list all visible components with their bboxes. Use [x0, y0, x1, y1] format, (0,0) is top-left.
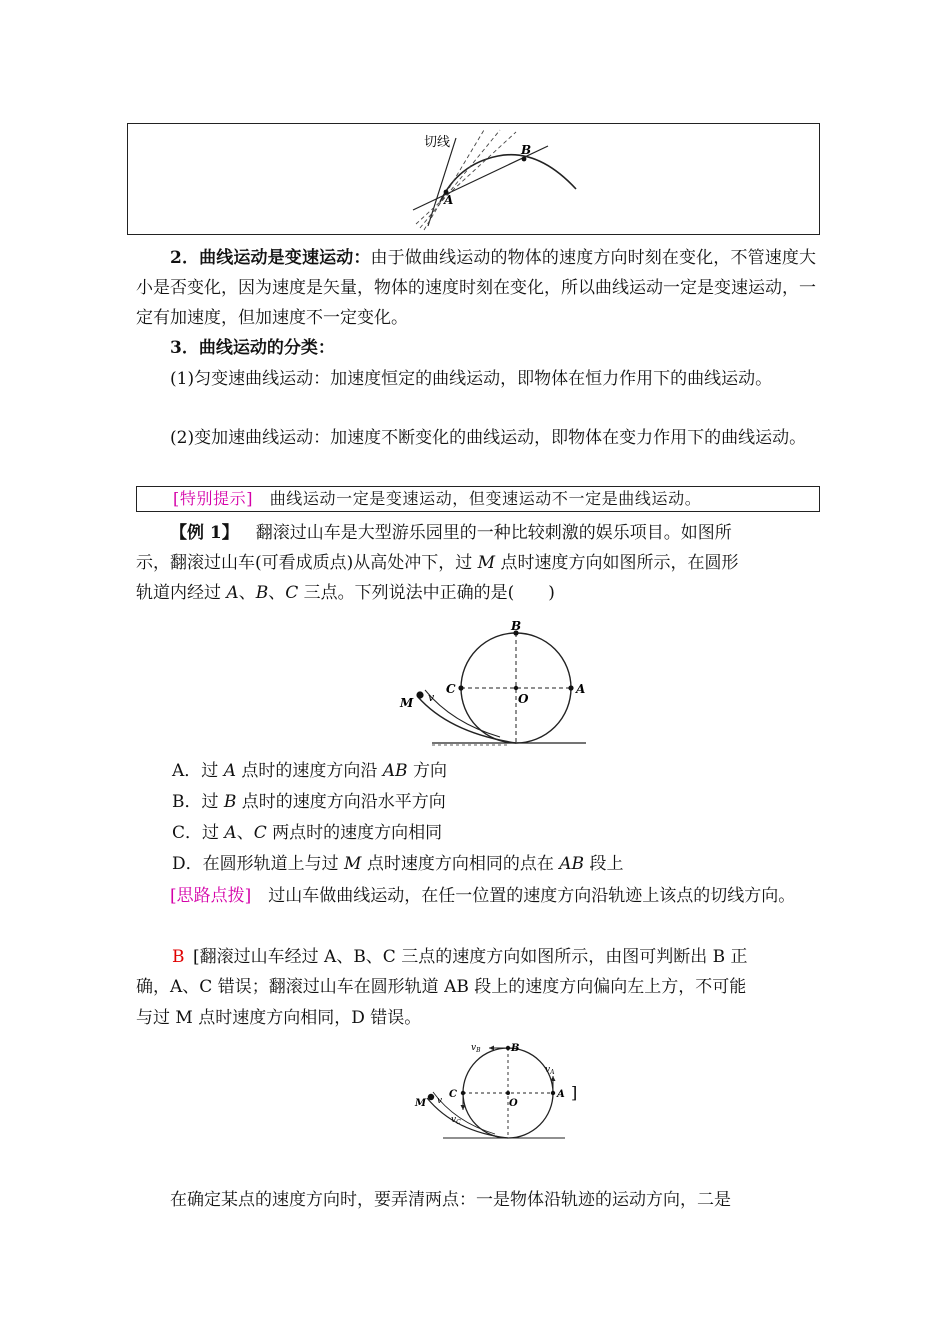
answer-close-bracket: ]	[571, 1083, 578, 1102]
hint-text: 过山车做曲线运动，在任一位置的速度方向沿轨迹上该点的切线方向。	[268, 886, 796, 906]
answer-line-3: 与过 M 点时速度方向相同，D 错误。	[136, 1008, 422, 1028]
label-b: B	[521, 143, 532, 157]
cart-m	[416, 691, 423, 698]
section-2-heading: 2．曲线运动是变速运动：	[170, 248, 371, 268]
section-3-item-2: (2)变加速曲线运动：加速度不断变化的曲线运动，即物体在变力作用下的曲线运动。	[170, 428, 807, 448]
example-line-1-text: 翻滚过山车是大型游乐园里的一种比较刺激的娱乐项目。如图所	[255, 523, 732, 543]
special-tip-text: 曲线运动一定是变速运动，但变速运动不一定是曲线运动。	[269, 489, 702, 508]
point-o	[506, 1091, 510, 1095]
special-tip-box	[136, 486, 820, 512]
example-line-2: 示，翻滚过山车(可看成质点)从高处冲下，过 M 点时速度方向如图所示，在圆形	[136, 553, 739, 573]
label-vc: $v_C$	[451, 1115, 461, 1126]
label-b: B	[511, 1043, 520, 1054]
label-c: C	[449, 1089, 457, 1100]
label-vb: $v_B$	[471, 1043, 481, 1054]
tangent-diagram	[128, 124, 821, 236]
hint-paragraph	[136, 881, 816, 911]
hint-label: [思路点拨]	[170, 886, 252, 906]
label-b: B	[511, 619, 522, 633]
answer-line-2: 确，A、C 错误；翻滚过山车在圆形轨道 AB 段上的速度方向偏向左上方，不可能	[136, 977, 747, 997]
example-line-1	[170, 518, 816, 548]
loop-diagram	[390, 615, 600, 750]
label-m: M	[400, 696, 414, 710]
section-2-paragraph	[136, 243, 816, 333]
tangent-figure-box	[127, 123, 820, 235]
point-a	[568, 685, 573, 690]
label-m: M	[415, 1098, 427, 1109]
special-tip-label: [特别提示]	[173, 489, 254, 508]
point-c	[458, 685, 463, 690]
option-b[interactable]: B．过 B 点时的速度方向沿水平方向	[172, 792, 446, 812]
answer-letter: B	[172, 947, 185, 967]
option-a[interactable]: A．过 A 点时的速度方向沿 AB 方向	[172, 761, 447, 781]
velocity-b-arrowhead	[489, 1046, 494, 1051]
label-a: A	[557, 1089, 565, 1100]
closing-line: 在确定某点的速度方向时，要弄清两点：一是物体沿轨迹的运动方向，二是	[170, 1190, 731, 1210]
point-b-dot	[522, 157, 527, 162]
velocity-loop-diagram	[405, 1040, 595, 1145]
point-o	[514, 686, 518, 690]
point-b	[506, 1046, 510, 1050]
label-v: v	[428, 691, 435, 704]
label-va: $v_A$	[545, 1065, 555, 1076]
label-o: O	[518, 692, 529, 706]
section-3-item-1: (1)匀变速曲线运动：加速度恒定的曲线运动，即物体在恒力作用下的曲线运动。	[170, 369, 773, 389]
point-c	[461, 1091, 465, 1095]
section-3-heading-line	[136, 333, 816, 363]
cart-m	[428, 1094, 434, 1100]
section-3-heading: 3．曲线运动的分类：	[170, 338, 335, 358]
option-c[interactable]: C．过 A、C 两点时的速度方向相同	[172, 823, 443, 843]
answer-line-1: B [翻滚过山车经过 A、B、C 三点的速度方向如图所示，由图可判断出 B 正	[172, 947, 748, 967]
label-v: v	[437, 1096, 443, 1106]
label-c: C	[446, 682, 456, 696]
point-a	[551, 1091, 555, 1095]
example-tag: 【例 1】	[170, 523, 239, 543]
tangent-label: 切线	[424, 135, 451, 150]
label-o: O	[509, 1098, 518, 1109]
option-d[interactable]: D．在圆形轨道上与过 M 点时速度方向相同的点在 AB 段上	[172, 854, 624, 874]
label-a: A	[576, 682, 586, 696]
label-a: A	[444, 193, 454, 207]
section-2-text: 由于做曲线运动的物体的速度方向时刻在变化，不管速度大小是否变化，因为速度是矢量，物体的速度时刻在变化，所以曲线运动一定是变速运动，一定有加速度，但加速度不一定变化。	[136, 248, 817, 328]
example-line-3: 轨道内经过 A、B、C 三点。下列说法中正确的是( )	[136, 583, 555, 603]
